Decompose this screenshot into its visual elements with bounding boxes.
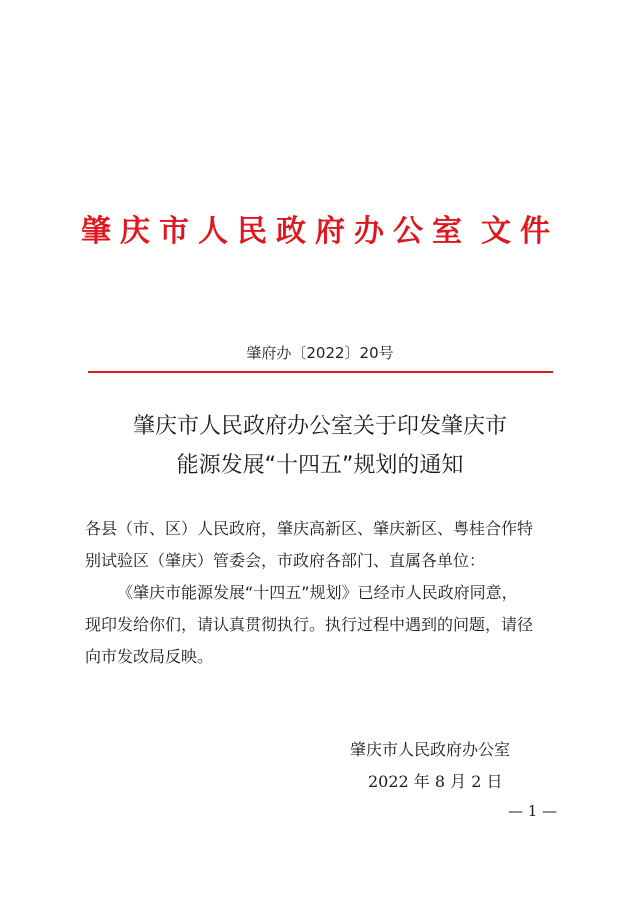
red-divider-line bbox=[88, 371, 553, 373]
signature-date: 2022 年 8 月 2 日 bbox=[368, 772, 503, 791]
masthead-issuer: 肇庆市人民政府办公室 bbox=[81, 214, 471, 249]
masthead-title bbox=[0, 206, 640, 250]
body-line-2: 别试验区（肇庆）管委会，市政府各部门、直属各单位： bbox=[85, 551, 486, 570]
document-number: 肇府办〔2022〕20号 bbox=[246, 344, 394, 362]
signature-issuer: 肇庆市人民政府办公室 bbox=[350, 740, 511, 759]
masthead-doc-type: 文件 bbox=[481, 214, 559, 249]
body-line-5: 向市发改局反映。 bbox=[85, 647, 214, 666]
page-number: — 1 — bbox=[508, 802, 558, 820]
body-line-3: 《肇庆市能源发展“十四五”规划》已经市人民政府同意， bbox=[117, 583, 518, 602]
document-title-line-1: 肇庆市人民政府办公室关于印发肇庆市 bbox=[132, 414, 507, 439]
document-title-line-2: 能源发展“十四五”规划的通知 bbox=[176, 453, 464, 478]
body-line-4: 现印发给你们，请认真贯彻执行。执行过程中遇到的问题，请径 bbox=[85, 615, 534, 634]
body-line-1: 各县（市、区）人民政府，肇庆高新区、肇庆新区、粤桂合作特 bbox=[85, 519, 534, 538]
